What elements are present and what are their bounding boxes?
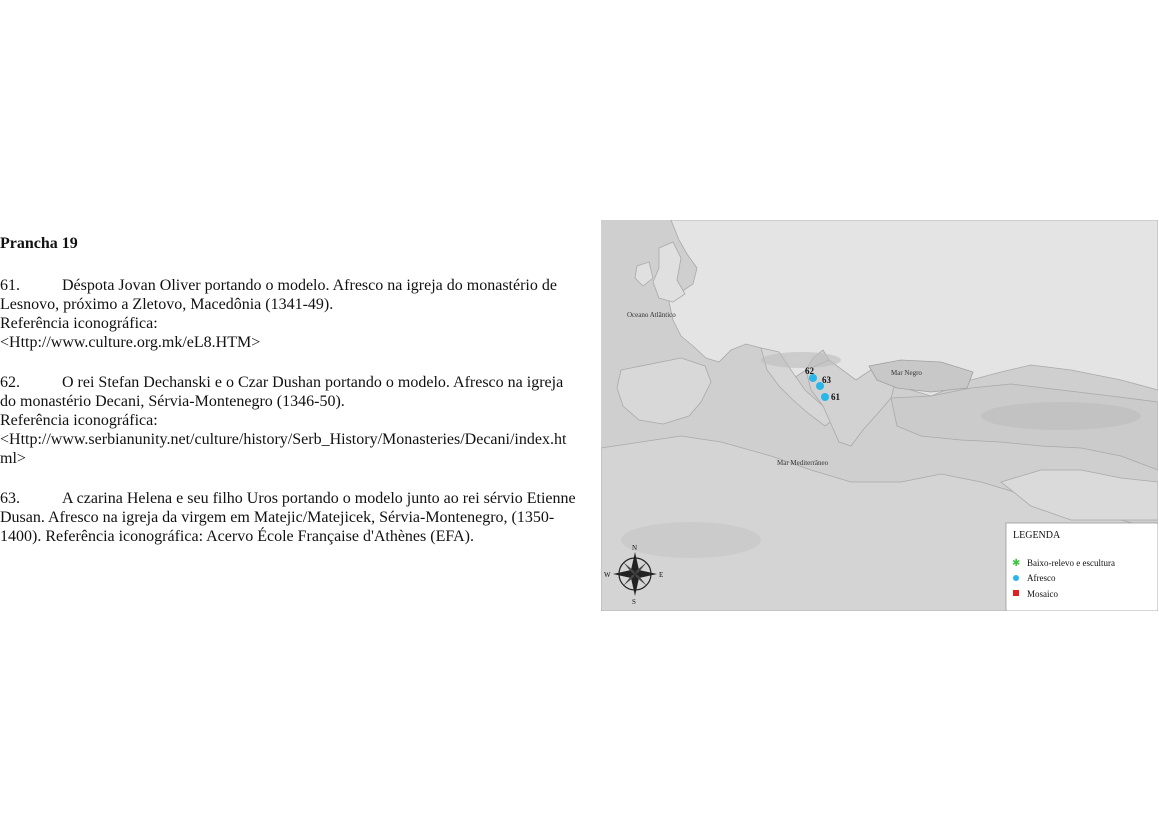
entry-description: Déspota Jovan Oliver portando o modelo. Afresco na igreja do monastério de Lesnovo, próximo a Zletovo, Macedônia (1341-49). (0, 277, 557, 313)
reference-link[interactable]: <Http://www.serbianunity.net/culture/history/Serb_History/Monasteries/Decani/index.html> (0, 431, 567, 467)
legend-title: LEGENDA (1013, 530, 1061, 541)
compass-n: N (632, 544, 638, 552)
reference-label: Referência iconográfica: (0, 315, 158, 332)
entry-number: 62. (0, 374, 20, 391)
reference-link[interactable]: <Http://www.culture.org.mk/eL8.HTM> (0, 334, 261, 351)
legend-item-label: Mosaico (1027, 589, 1058, 599)
black-sea-label: Mar Negro (891, 369, 922, 377)
map-panel (601, 220, 1158, 611)
legend-item-label: Baixo-relevo e escultura (1027, 558, 1115, 568)
med-sea-label: Mar Mediterrâneo (777, 459, 829, 467)
circle-icon (1013, 575, 1019, 581)
reference-label: Referência iconográfica: (0, 412, 158, 429)
entry-description: O rei Stefan Dechanski e o Czar Dushan portando o modelo. Afresco na igreja do monastério Decani, Sérvia-Montenegro (1346-50). (0, 374, 564, 410)
marker-label-62: 62 (805, 366, 814, 376)
entry-number: 61. (0, 277, 20, 294)
atlas-relief (621, 522, 761, 558)
mountain-relief (981, 402, 1141, 430)
compass-e: E (659, 571, 664, 579)
entry-61 (0, 276, 578, 352)
plate-text (0, 234, 578, 567)
star-icon: ✱ (1012, 558, 1021, 569)
compass-s: S (632, 598, 636, 606)
entry-63 (0, 489, 578, 546)
entry-description: A czarina Helena e seu filho Uros portando o modelo junto ao rei sérvio Etienne Dusan. Afresco na igreja da virgem em Matejic/Matejicek, Sérvia-Montenegro, (1350-1400). Referência iconográfica: Acervo École Française d'Athènes (EFA). (0, 490, 576, 545)
marker-61[interactable] (821, 393, 829, 401)
marker-label-63: 63 (822, 375, 831, 385)
plate-title: Prancha 19 (0, 235, 78, 252)
ocean-label: Oceano Atlântico (627, 311, 676, 319)
entry-number: 63. (0, 490, 20, 507)
alps-relief (761, 352, 841, 368)
legend-item-label: Afresco (1027, 573, 1056, 583)
compass-w: W (604, 571, 611, 579)
square-icon (1013, 590, 1019, 596)
map-svg (601, 220, 1158, 611)
map-legend (1006, 523, 1158, 611)
entry-62 (0, 373, 578, 468)
marker-label-61: 61 (831, 392, 840, 402)
